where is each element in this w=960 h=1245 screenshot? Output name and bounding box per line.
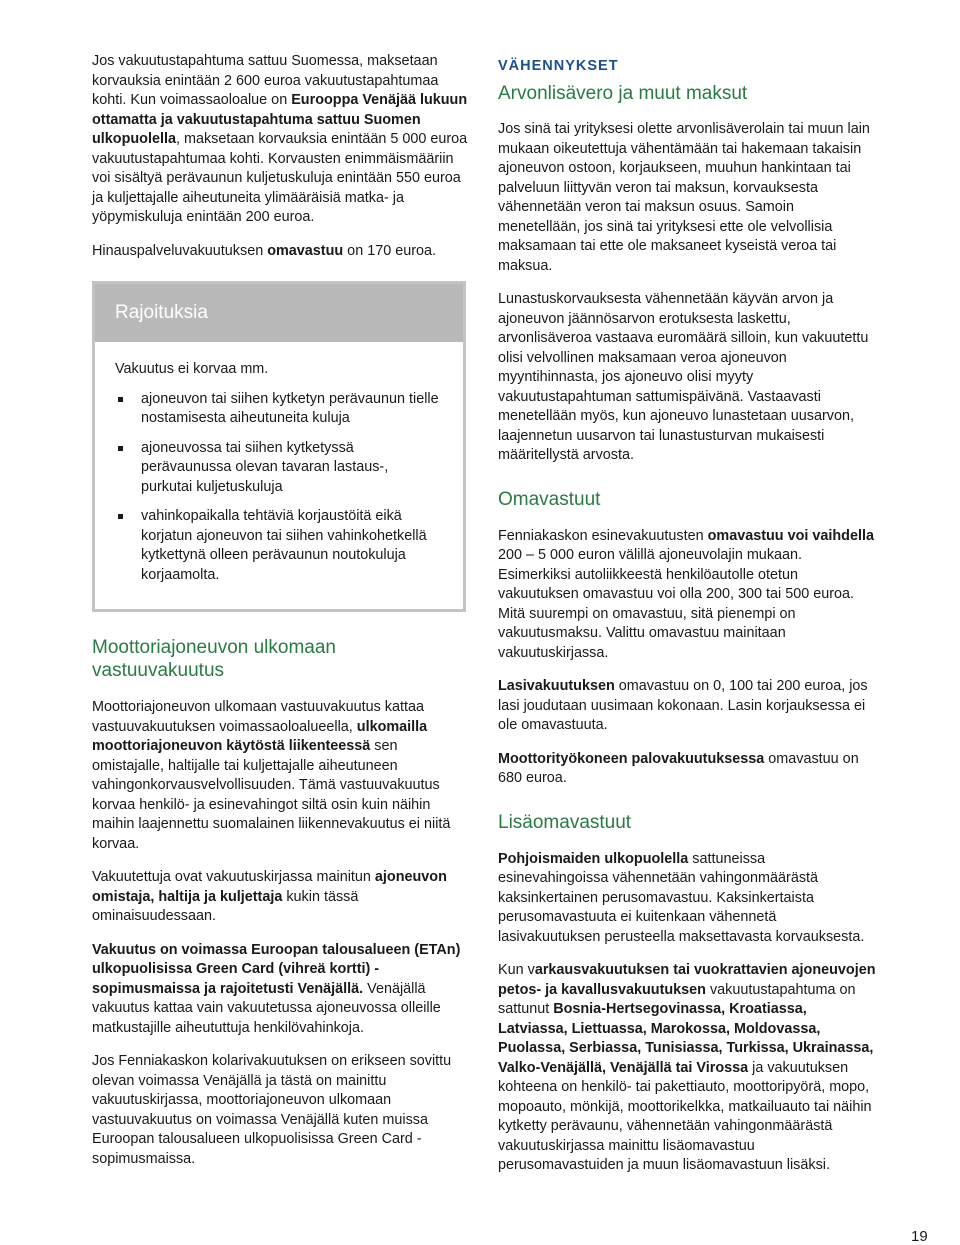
bold-span: ulkomailla moottoriajoneuvon käytöstä liikenteessä	[92, 718, 428, 754]
section-heading-deductibles: Omavastuut	[498, 488, 601, 510]
machine-paragraph	[498, 750, 876, 789]
section-heading-vat: Arvonlisävero ja muut maksut	[498, 83, 748, 104]
bold-span: omavastuu voi vaihdella	[707, 527, 874, 544]
towing-limits-paragraph	[92, 52, 470, 228]
text-span: omavastuu on 0, 100 tai 200 euroa, jos lasi joudutaan uusimaan kokonaan. Lasin korjauksessa ei ole omavastuuta.	[498, 678, 868, 733]
deductibles-paragraph	[498, 527, 876, 664]
restrictions-body	[95, 342, 463, 585]
text-span: Jos vakuutustapahtuma sattuu Suomessa, maksetaan korvauksia enintään 2 600 euroa vakuutustapahtumaa kohti. Kun voimassaoloalue on	[92, 53, 439, 108]
section-heading-liability: Moottoriajoneuvon ulkomaan vastuuvakuutus	[92, 637, 336, 681]
text-span: Hinauspalveluvakuutuksen	[92, 242, 268, 259]
bold-span: omavastuu	[267, 242, 344, 259]
restrictions-box	[92, 281, 466, 612]
text-span: ja vakuutuksen kohteena on henkilö- tai pakettiauto, moottoripyörä, mopo, mopoauto, mönkijä, moottorikelkka, matkailuauto tai näihin kytketty perävaunu, vähennetään vahingonmäärästä vakuutuskirjassa mainittu lisäomavastuu perusomavastuiden ja muun lisäomavastuun lisäksi.	[498, 1059, 872, 1173]
restrictions-list	[115, 390, 443, 586]
text-span: Venäjällä vakuutus kattaa vain vakuutetussa ajoneuvossa olleille matkustajille aiheututtuja henkilövahinkoja.	[92, 980, 441, 1036]
bold-span: Pohjoismaiden ulkopuolella	[498, 850, 689, 867]
page-number: 19	[911, 1228, 928, 1245]
redemption-paragraph: Lunastuskorvauksesta vähennetään käyvän arvon ja ajoneuvon jäännösarvon erotuksesta laskettu, arvonlisäveroa vastaava euromäärä silloin, kun vakuutettu olisi velvollinen maksamaan veroa ajoneuvon myyntihinnasta, jos ajoneuvo olisi myyty vakuutustapahtuman sattumispäivänä. Vastaavasti menetellään myös, kun ajoneuvo lunastetaan uusarvon, laajennetun uusarvon tai lunastusturvan mukaisesti määritellystä arvosta.	[498, 291, 869, 463]
list-item-text: vahinkopaikalla tehtäviä korjaustöitä eikä korjatun ajoneuvon tai siihen vahinkohetkellä kytkettynä olleen perävaunun noutokuluja korjaamolta.	[141, 508, 427, 583]
list-item	[115, 507, 443, 585]
bold-span: arkausvakuutuksen tai vuokrattavien ajoneuvojen petos- ja kavallusvakuutuksen	[498, 962, 876, 998]
liability-paragraph	[92, 698, 470, 854]
bullet-icon	[118, 397, 123, 402]
text-span: kukin tässä ominaisuudessaan.	[92, 888, 359, 924]
text-span: , maksetaan korvauksia enintään 5 000 euroa vakuutustapahtumaa kohti. Korvausten enimmäismääriin voi sisältyä perävaunun kuljetuskuluja enintään 550 euroa ja kuljettajalle aiheutuneita ylimääräisiä matka- ja yöpymiskuluja enintään 200 euroa.	[92, 131, 468, 225]
right-column	[498, 58, 876, 1190]
russia-paragraph: Jos Fenniakaskon kolarivakuutuksen on erikseen sovittu olevan voimassa Venäjällä ja tästä on mainittu vakuutuskirjassa, moottoriajoneuvon ulkomaan vastuuvakuutus on voimassa Venäjällä kuten muissa Euroopan talousalueen ulkopuolisissa Green Card -sopimusmaissa.	[92, 1053, 452, 1167]
list-item-text: ajoneuvossa tai siihen kytketyssä perävaunussa olevan tavaran lastaus-, purkutai kuljetuskuluja	[141, 439, 389, 495]
theft-paragraph	[498, 961, 876, 1176]
list-item-text: ajoneuvon tai siihen kytketyn perävaunun tielle nostamisesta aiheutuneita kuluja	[141, 390, 439, 426]
text-span: sattuneissa esinevahingoissa vähennetään vahingonmäärästä kaksinkertainen perusomavastuu. Kaksinkertaista perusomavastuuta ei kuitenkaan vähennetä lasivakuutuksen perusteella maksettavasta korvauksesta.	[498, 850, 865, 945]
bold-span: Moottorityökoneen palovakuutuksessa	[498, 750, 765, 767]
text-span: Moottoriajoneuvon ulkomaan vastuuvakuutus kattaa vastuuvakuutuksen voimassaoloalueella,	[92, 699, 424, 735]
towing-deductible-paragraph	[92, 242, 470, 262]
list-item	[115, 390, 443, 429]
bold-span: Lasivakuutuksen	[498, 678, 615, 694]
vat-paragraph: Jos sinä tai yrityksesi olette arvonlisäverolain tai muun lain mukaan oikeutettuja vähentämään tai hakemaan takaisin ajoneuvon ostoon, korjaukseen, muuhun hankintaan tai palveluun liittyvän veron tai maksun, korvauksesta vähennetään veron tai maksun osuus. Samoin menetellään, jos sinä tai yrityksesi ette ole velvollisia maksamaan tai ette ole maksaneet kyseistä veroa tai maksua.	[498, 121, 870, 274]
text-span: vakuutustapahtuma on sattunut	[498, 981, 856, 1017]
text-span: sen omistajalle, haltijalle tai kuljettajalle aiheutuneen vahingonkorvausvelvollisuuden. Tämä vastuuvakuutus korvaa henkilö- ja esinevahingot siltä osin kuin näihin maihin laajennettu suomalainen liikennevakuutus ei niitä korvaa.	[92, 738, 451, 852]
nordic-paragraph	[498, 850, 876, 948]
text-span: Kun v	[498, 962, 535, 978]
section-heading-additional: Lisäomavastuut	[498, 811, 632, 833]
restrictions-intro: Vakuutus ei korvaa mm.	[115, 361, 269, 377]
text-span: Fenniakaskon esinevakuutusten	[498, 527, 708, 544]
bold-span: Bosnia-Hertsegovinassa, Kroatiassa, Latviassa, Liettuassa, Marokossa, Moldovassa, Puolassa, Serbiassa, Tunisiassa, Turkissa, Ukrainassa, Valko-Venäjällä, Venäjällä tai Virossa	[498, 1001, 874, 1076]
section-kicker: VÄHENNYKSET	[498, 58, 619, 74]
left-column	[92, 52, 470, 1183]
text-span: 200 – 5 000 euron välillä ajoneuvolajin mukaan. Esimerkiksi autoliikkeestä henkilöautolle otetun vakuutuksen omavastuu voi olla 200, 300 tai 500 euroa. Mitä suurempi on omavastuu, sitä pienempi on vakuutusmaksu. Valittu omavastuu mainitaan vakuutuskirjassa.	[498, 547, 855, 661]
glass-paragraph	[498, 677, 876, 736]
bullet-icon	[118, 446, 123, 451]
bold-span: ajoneuvon omistaja, haltija ja kuljettaja	[92, 869, 447, 905]
bold-span: Vakuutus on voimassa Euroopan talousalueen (ETAn) ulkopuolisissa Green Card (vihreä kortti) -sopimusmaissa ja rajoitetusti Venäjällä.	[92, 941, 461, 997]
bullet-icon	[118, 514, 123, 519]
list-item	[115, 439, 443, 498]
text-span: on 170 euroa.	[343, 242, 437, 259]
text-span: omavastuu on 680 euroa.	[498, 750, 859, 786]
restrictions-title: Rajoituksia	[95, 284, 463, 342]
validity-paragraph	[92, 941, 470, 1039]
insured-persons-paragraph	[92, 868, 470, 927]
bold-span: Eurooppa Venäjää lukuun ottamatta ja vakuutustapahtuma sattuu Suomen ulkopuolella	[92, 92, 468, 147]
text-span: Vakuutettuja ovat vakuutuskirjassa mainitun	[92, 869, 375, 885]
